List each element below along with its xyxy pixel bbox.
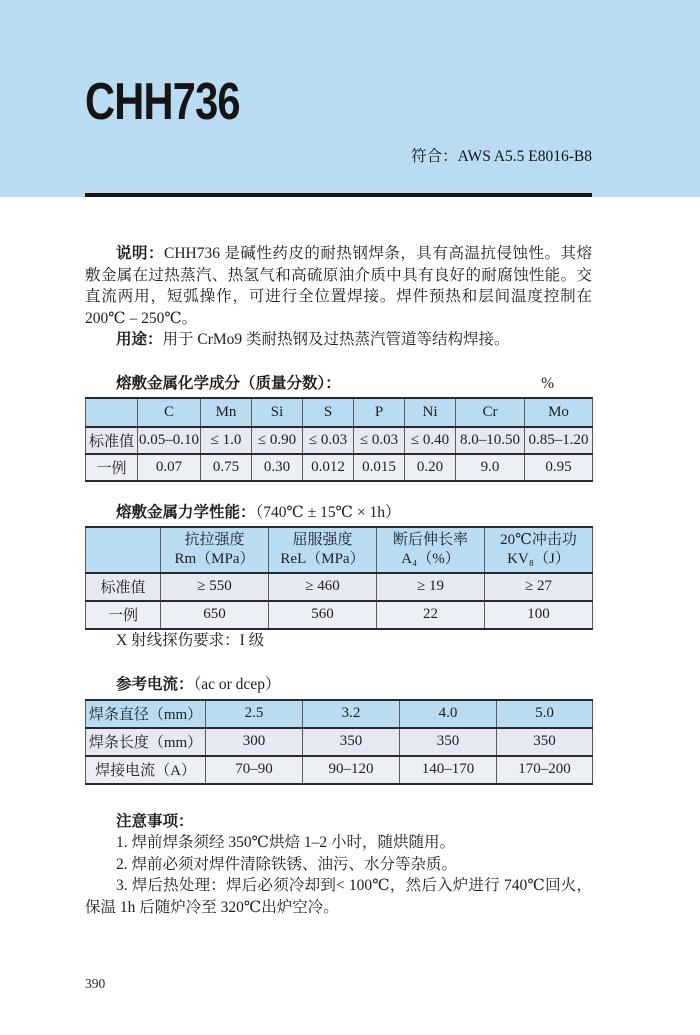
header-line2: ReL（MPa） [280,550,365,567]
column-header [161,527,269,573]
note-item: 2. 焊前必须对焊件清除铁锈、油污、水分等杂质。 [116,855,458,873]
table-cell: 2.5 [206,700,303,728]
table-header-row [86,527,593,573]
table-cell: 350 [303,728,400,756]
current-title-normal: （ac or dcep） [193,675,281,693]
usage-label: 用途： [116,331,163,349]
notes-section [85,811,592,919]
column-header: P [354,398,405,427]
current-section-title [85,674,592,695]
table-cell: 300 [206,728,303,756]
column-header: C [138,398,201,427]
table-cell: 70–90 [206,756,303,784]
mech-table [85,526,593,630]
table-cell: ≤ 0.40 [405,427,456,454]
table-cell: 90–120 [303,756,400,784]
mech-section-title [85,502,592,523]
table-cell: 0.012 [303,454,354,481]
page-content [85,197,592,919]
row-label: 标准值 [86,427,138,454]
table-row [86,427,593,454]
chem-title-bold: 熔敷金属化学成分 [116,374,241,392]
table-cell: 0.07 [138,454,201,481]
note-item: 1. 焊前焊条须经 350℃烘焙 1–2 小时，随烘随用。 [116,834,455,852]
table-cell: 0.75 [201,454,252,481]
mech-title-normal: （740℃ ± 15℃ × 1h） [255,503,401,521]
corner-cell [86,527,161,573]
table-cell: ≤ 0.03 [354,427,405,454]
table-header-row [86,398,593,427]
header-line2: A₄（%） [401,550,460,567]
header-line1: 屈服强度 [292,531,353,548]
mech-title-bold: 熔敷金属力学性能： [116,503,256,521]
table-cell: 0.20 [405,454,456,481]
table-cell: 650 [161,601,269,629]
corner-cell [86,398,138,427]
table-cell: 4.0 [400,700,497,728]
table-cell: 0.30 [252,454,303,481]
table-cell: ≤ 1.0 [201,427,252,454]
header-line2: Rm（MPa） [174,550,255,567]
table-cell: 9.0 [456,454,525,481]
table-row [86,573,593,601]
table-row [86,454,593,481]
row-label: 焊条长度（mm） [86,728,206,756]
xray-requirement: X 射线探伤要求：I 级 [116,631,265,649]
column-header: Mn [201,398,252,427]
table-header-row [86,700,593,728]
current-title-bold: 参考电流： [116,675,194,693]
header-line1: 抗拉强度 [184,531,245,548]
table-cell: 350 [497,728,593,756]
table-cell: ≥ 27 [485,573,593,601]
current-table [85,699,593,785]
table-row [86,728,593,756]
table-cell: 350 [400,728,497,756]
table-row [86,601,593,629]
table-cell: 22 [377,601,485,629]
chem-title-normal: （质量分数）： [240,374,341,392]
description-text: CHH736 是碱性药皮的耐热钢焊条，具有高温抗侵蚀性。其熔敷金属在过热蒸汽、热氢气和高硫原油介质中具有良好的耐腐蚀性能。交直流两用，短弧操作，可进行全位置焊接。焊件预热和层间温度控制在 200℃ – 250℃。 [85,245,592,327]
table-cell: ≤ 0.90 [252,427,303,454]
table-cell: 170–200 [497,756,593,784]
row-label: 焊接电流（A） [86,756,206,784]
table-cell: 5.0 [497,700,593,728]
row-label: 一例 [86,454,138,481]
column-header: Si [252,398,303,427]
page-number: 390 [85,976,106,991]
table-cell: 0.05–0.10 [138,427,201,454]
column-header [485,527,593,573]
table-row [86,756,593,784]
row-label: 一例 [86,601,161,629]
intro-section [85,243,592,351]
table-cell: 3.2 [303,700,400,728]
table-cell: ≥ 460 [269,573,377,601]
column-header: S [303,398,354,427]
column-header [377,527,485,573]
row-label: 标准值 [86,573,161,601]
table-cell: 140–170 [400,756,497,784]
table-cell: ≥ 550 [161,573,269,601]
description-label: 说明： [116,245,165,262]
column-header: Ni [405,398,456,427]
table-cell: 0.85–1.20 [525,427,593,454]
table-cell: 0.015 [354,454,405,481]
column-header [269,527,377,573]
chem-section-title [85,373,592,394]
notes-heading: 注意事项： [116,812,194,830]
description-paragraph [85,243,592,329]
column-header: Cr [456,398,525,427]
note-item: 3. 焊后热处理：焊后必须冷却到< 100℃，然后入炉进行 740℃回火，保温 1h 后随炉冷至 320℃出炉空冷。 [85,877,592,916]
header-line1: 断后伸长率 [392,531,468,548]
header-line2: KV₈（J） [507,550,570,567]
compliance-note: 符合：AWS A5.5 E8016-B8 [411,148,592,165]
chem-unit-label: % [541,374,554,392]
table-cell: 560 [269,601,377,629]
table-cell: 100 [485,601,593,629]
table-cell: ≥ 19 [377,573,485,601]
usage-text: 用于 CrMo9 类耐热钢及过热蒸汽管道等结构焊接。 [162,331,510,349]
table-cell: 0.95 [525,454,593,481]
header-line1: 20℃冲击功 [500,531,577,548]
table-cell: 8.0–10.50 [456,427,525,454]
product-title: CHH736 [85,73,240,131]
table-cell: ≤ 0.03 [303,427,354,454]
row-label: 焊条直径（mm） [86,700,206,728]
chem-table [85,397,593,482]
column-header: Mo [525,398,593,427]
usage-paragraph [85,329,592,351]
